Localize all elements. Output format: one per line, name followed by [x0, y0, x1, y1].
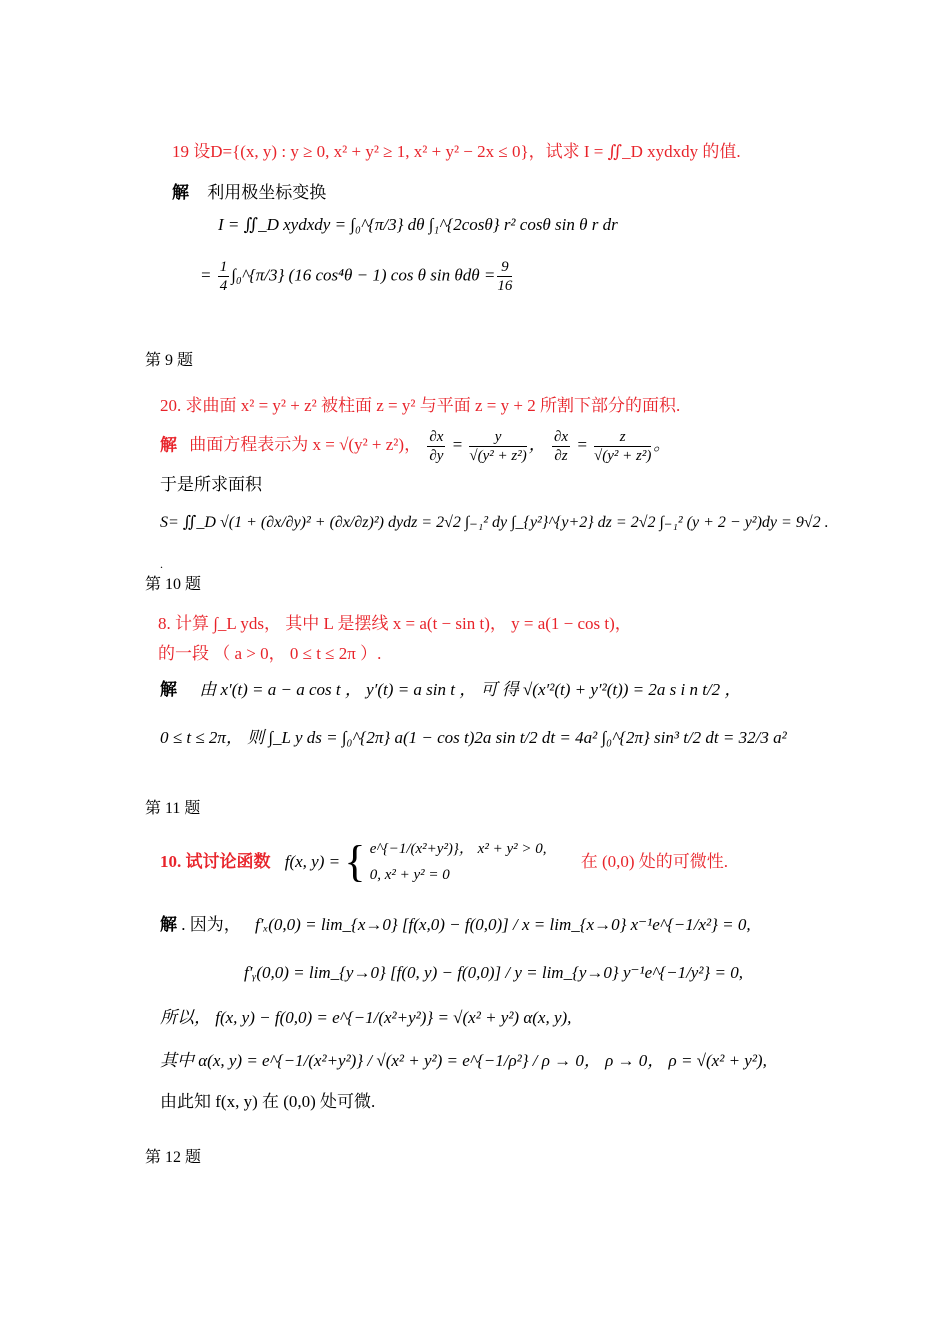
- function-lhs: f(x, y) =: [284, 852, 341, 871]
- fraction-quarter: $\frac{1}{4}$: [219, 259, 228, 294]
- derivative-x-z: $\frac{\partial x}{\partial z}$ = $\frac{z}{\text{√(y² + z²)}}$ 。: [553, 429, 671, 464]
- fraction-result: $\frac{9}{16}$: [497, 259, 513, 294]
- solution-text: . 因为，: [181, 915, 241, 934]
- problem-20-solution-intro: [160, 428, 670, 465]
- section-label-10: 第 10 题: [145, 576, 202, 593]
- section-label-12: 第 12 题: [145, 1149, 202, 1166]
- brace: {: [344, 837, 366, 886]
- solution-text: 由 x′(t) = a − a cos t ， y′(t) = a sin t ， 可 得 √(x′²(t) + y′²(t)) = 2a s i n t/2 ，: [199, 680, 742, 699]
- solution-text: 利用极坐标变换: [207, 183, 327, 202]
- problem-8-solution: [160, 679, 741, 701]
- problem-8-title: 8. 计算 ∫_L yds， 其中 L 是摆线 x = a(t − sin t)， y = a(1 − cos t)，: [158, 614, 632, 633]
- problem-10-title: [160, 836, 728, 896]
- section-label-11: 第 11 题: [145, 800, 201, 817]
- section-label-9: 第 9 题: [145, 352, 194, 369]
- problem-20-title: 20. 求曲面 x² = y² + z² 被柱面 z = y² 与平面 z = y + 2 所割下部分的面积.: [160, 396, 681, 415]
- problem-number: 10. 试讨论函数: [160, 852, 271, 871]
- problem-19-solution-intro: [172, 182, 326, 204]
- problem-20-area-equation: S= ∬_D √(1 + (∂x/∂y)² + (∂x/∂z)²) dydz = 2√2 ∫₋₁² dy ∫_{y²}^{y+2} dz = 2√2 ∫₋₁² (y + 2 − y²)dy = 9√2 .: [160, 514, 829, 531]
- problem-20-text: 于是所求面积: [160, 475, 262, 494]
- problem-10-solution: [160, 914, 751, 936]
- solution-label: 解: [160, 680, 177, 699]
- problem-19-title: 19 设D={(x, y) : y ≥ 0, x² + y² ≥ 1, x² + y² − 2x ≤ 0}，试求 I = ∬_D xydxdy 的值.: [172, 142, 741, 161]
- problem-8-title-cont: 的一段 （ a > 0， 0 ≤ t ≤ 2π ）.: [158, 644, 382, 663]
- solution-label: 解: [160, 915, 177, 934]
- problem-19-equation-1: I = ∬_D xydxdy = ∫₀^{π/3} dθ ∫₁^{2cosθ} r² cosθ sin θ r dr: [218, 215, 618, 234]
- difference-line: 所以， f(x, y) − f(0,0) = e^{−1/(x²+y²)} = √(x² + y²) α(x, y),: [160, 1008, 572, 1027]
- problem-19-equation-2: = $\frac{1}{4}$ ∫₀^{π/3} (16 cos⁴θ − 1) cos θ sin θdθ = $\frac{9}{16}$: [200, 259, 513, 294]
- stray-dot: .: [160, 557, 163, 571]
- piecewise-cases: e^{−1/(x²+y²)}， x² + y² > 0, 0, x² + y² = 0: [369, 841, 547, 883]
- problem-tail: 在 (0,0) 处的可微性.: [580, 852, 729, 871]
- partial-y: f′ᵧ(0,0) = lim_{y→0} [f(0, y) − f(0,0)] / y = lim_{y→0} y⁻¹e^{−1/y²} = 0,: [244, 963, 743, 982]
- solution-label: 解: [160, 435, 177, 455]
- solution-text: 曲面方程表示为 x = √(y² + z²)，: [189, 435, 422, 455]
- problem-8-integral: 0 ≤ t ≤ 2π， 则 ∫_L y ds = ∫₀^{2π} a(1 − cos t)2a sin t/2 dt = 4a² ∫₀^{2π} sin³ t/2 dt = 32/3 a²: [160, 728, 787, 747]
- solution-label: 解: [172, 183, 189, 202]
- alpha-line: 其中 α(x, y) = e^{−1/(x²+y²)} / √(x² + y²) = e^{−1/ρ²} / ρ → 0， ρ → 0， ρ = √(x² + y²),: [160, 1051, 767, 1070]
- derivative-x-y: $\frac{\partial x}{\partial y}$ = $\frac{y}{\text{√(y² + z²)}}$ ，: [429, 429, 546, 464]
- partial-x: f′ₓ(0,0) = lim_{x→0} [f(x,0) − f(0,0)] / x = lim_{x→0} x⁻¹e^{−1/x²} = 0,: [255, 915, 751, 934]
- conclusion-line: 由此知 f(x, y) 在 (0,0) 处可微.: [160, 1092, 376, 1111]
